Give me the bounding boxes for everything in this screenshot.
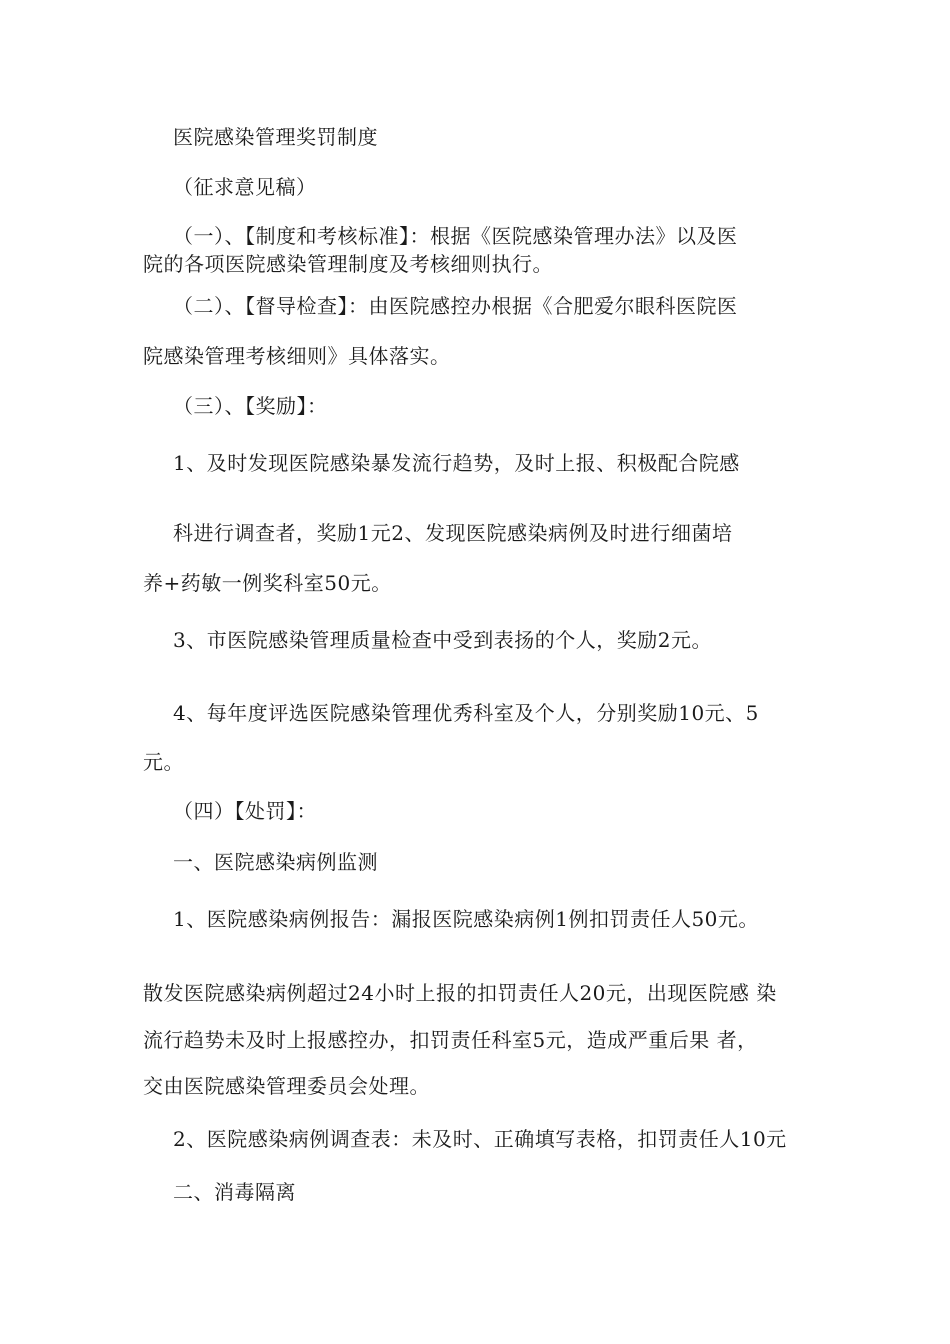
document-subtitle: （征求意见稿） <box>173 175 317 199</box>
paragraph-line: 院的各项医院感染管理制度及考核细则执行。 <box>143 252 553 276</box>
paragraph-line: 4、每年度评选医院感染管理优秀科室及个人，分别奖励10元、5 <box>173 701 759 725</box>
paragraph-line: 流行趋势未及时上报感控办，扣罚责任科室5元，造成严重后果 者， <box>143 1028 758 1052</box>
paragraph-line: 院感染管理考核细则》具体落实。 <box>143 344 451 368</box>
paragraph-line: 养+药敏一例奖科室50元。 <box>143 571 392 595</box>
paragraph-line: （二）、【督导检查】：由医院感控办根据《合肥爱尔眼科医院医 <box>173 294 738 318</box>
paragraph-line: 科进行调查者，奖励1元2、发现医院感染病例及时进行细菌培 <box>173 521 733 545</box>
paragraph-line: 交由医院感染管理委员会处理。 <box>143 1074 430 1098</box>
section-heading: 二、消毒隔离 <box>173 1180 296 1204</box>
paragraph-line: （一）、【制度和考核标准】：根据《医院感染管理办法》以及医 <box>173 224 738 248</box>
section-heading: 一、医院感染病例监测 <box>173 850 378 874</box>
document-title: 医院感染管理奖罚制度 <box>173 125 378 149</box>
paragraph-line: 2、医院感染病例调查表：未及时、正确填写表格，扣罚责任人10元 <box>173 1127 787 1151</box>
paragraph-line: 元。 <box>143 750 184 774</box>
paragraph-line: 3、市医院感染管理质量检查中受到表扬的个人，奖励2元。 <box>173 628 712 652</box>
paragraph-line: 散发医院感染病例超过24小时上报的扣罚责任人20元，出现医院感 染 <box>143 981 777 1005</box>
section-heading: （四）【处罚】： <box>173 799 317 823</box>
paragraph-line: 1、医院感染病例报告：漏报医院感染病例1例扣罚责任人50元。 <box>173 907 759 931</box>
section-heading: （三）、【奖励】： <box>173 394 328 418</box>
paragraph-line: 1、及时发现医院感染暴发流行趋势，及时上报、积极配合院感 <box>173 451 740 475</box>
